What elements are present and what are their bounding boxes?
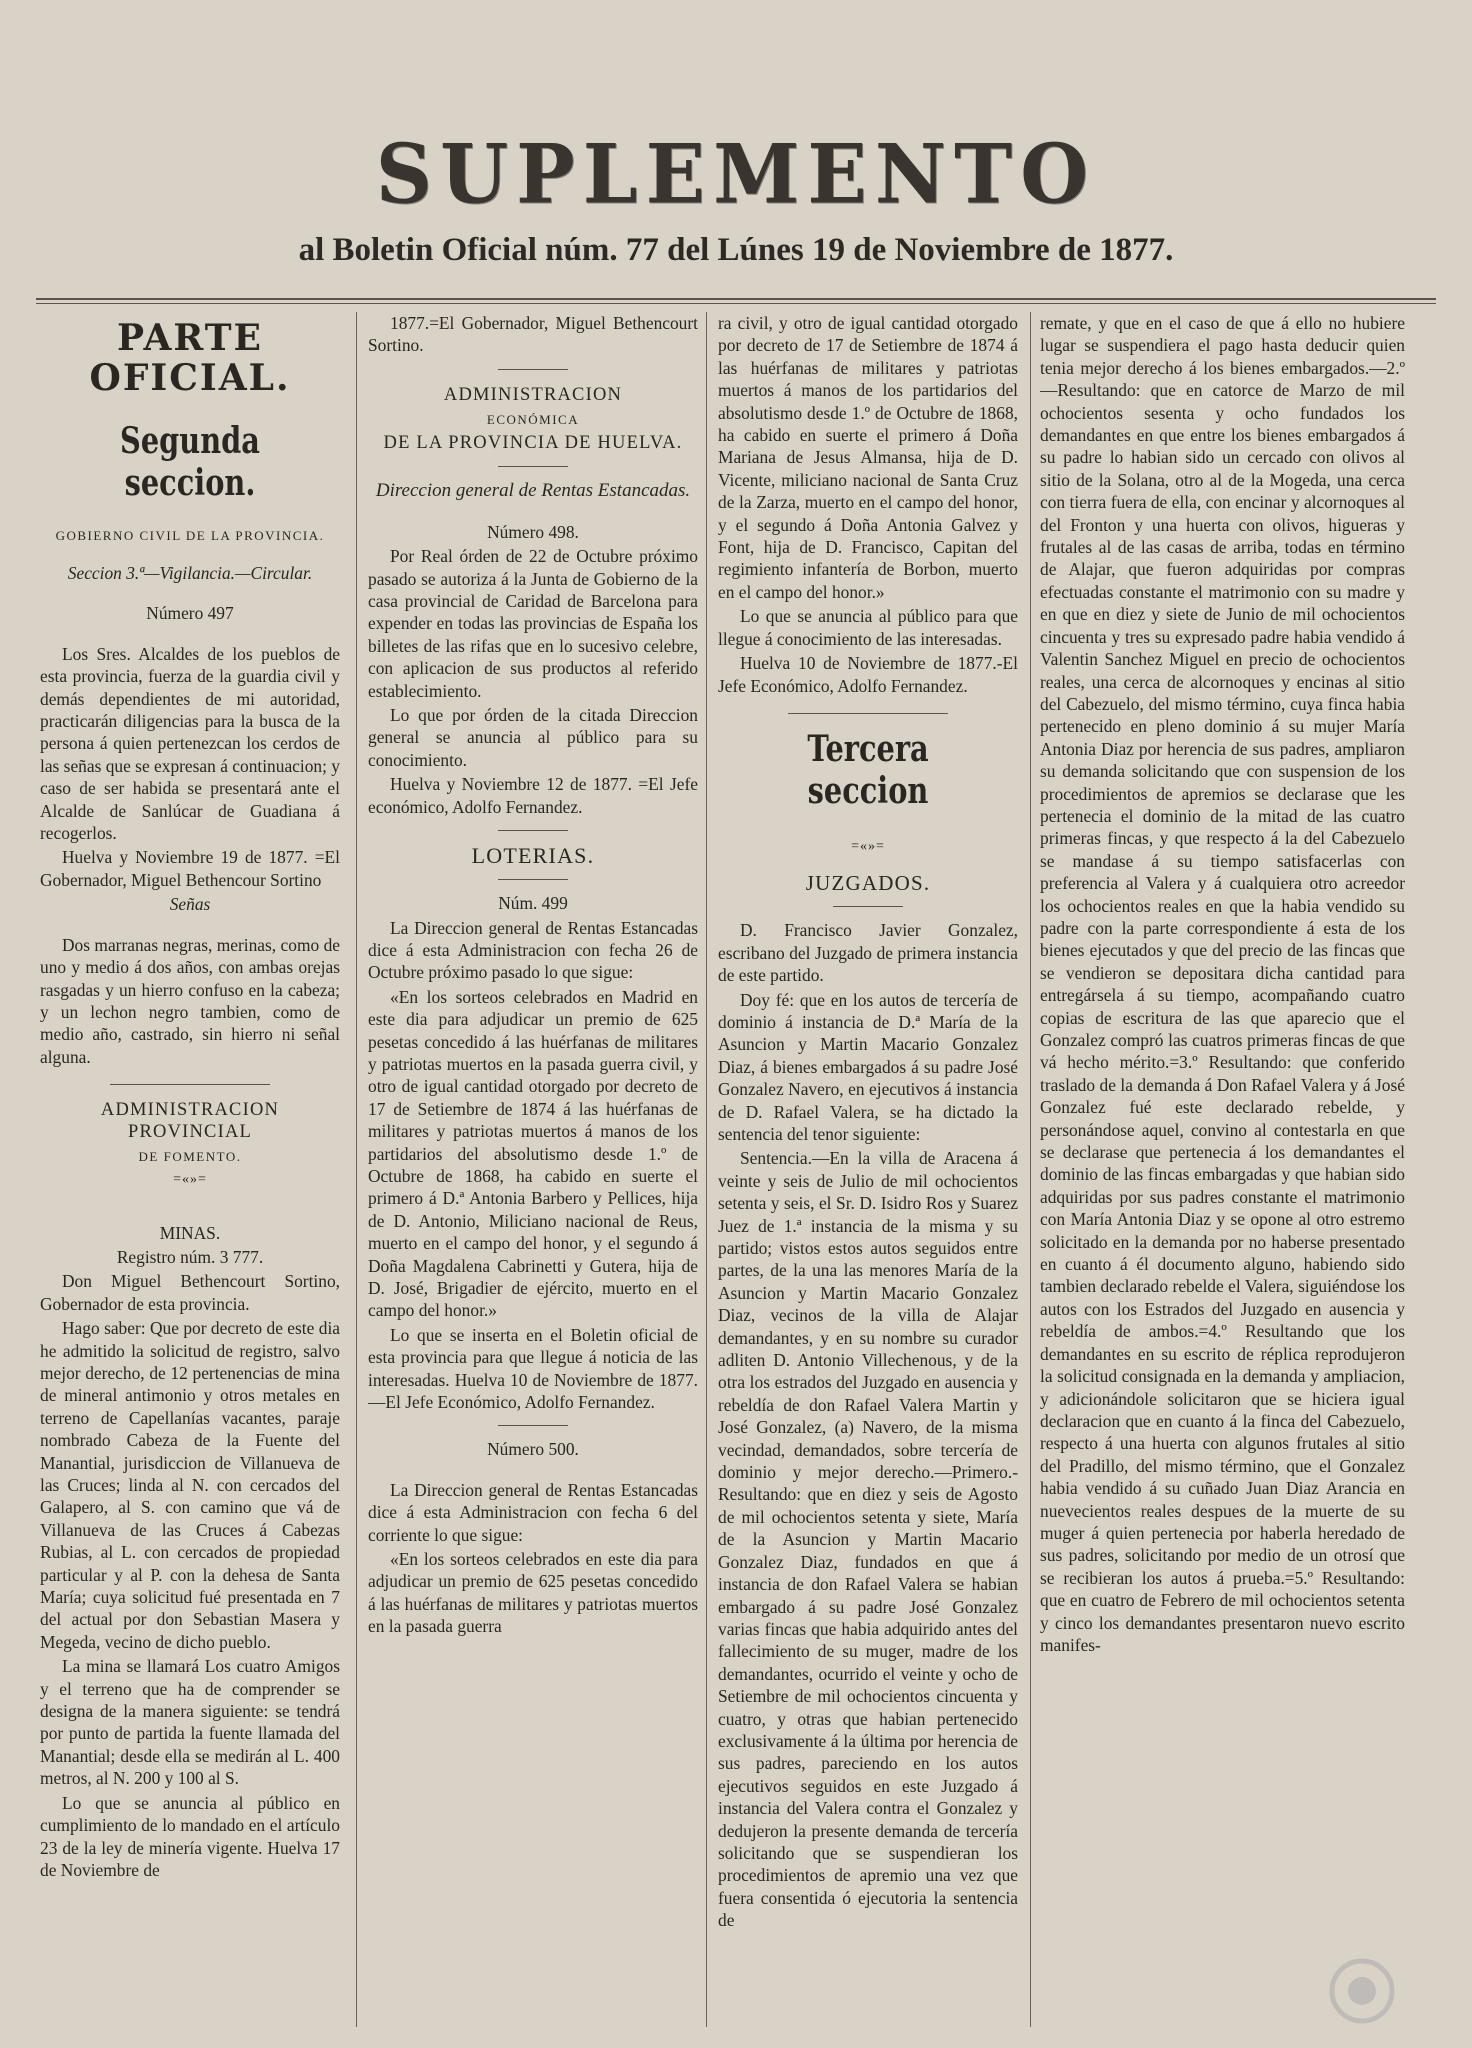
paragraph: Hago saber: Que por decreto de este dia he admitido la solicitud de registro, salvo mejor derecho, de 12 pertenencias de mina de mineral antimonio y otros metales en terreno de Capellanías vacantes, paraje nombrado Cabeza de la Fuente del Manantial, jurisdiccion de Villanueva de las Cruces; linda al N. con cercados del Galapero, al S. con camino que vá de Villanueva de las Cruces á Cabezas Rubias, al L. con cercados de propiedad particular y al P. con la dehesa de Santa María; cuya solicitud fué presentada en 7 del actual por don Sebastian Masera y Megeda, vecino de dicho pueblo.	[40, 1318, 340, 1652]
paragraph: «En los sorteos celebrados en este dia para adjudicar un premio de 625 pesetas concedido á las huérfanas de militares y patriotas muertos en la pasada guerra	[368, 1549, 698, 1637]
masthead-title: SUPLEMENTO	[375, 126, 1097, 223]
masthead-rule-thin	[36, 303, 1436, 304]
divider	[498, 1425, 568, 1426]
subheading-administracion: ADMINISTRACION	[443, 384, 623, 405]
divider	[498, 369, 568, 370]
column-divider	[1030, 312, 1031, 2027]
subheading-de-fomento: DE FOMENTO.	[138, 1149, 242, 1165]
masthead-rule	[36, 298, 1436, 300]
column-2	[368, 312, 698, 2032]
paragraph: Dos marranas negras, merinas, como de uno y medio á dos años, con ambas orejas rasgadas y un hierro confuso en la cabeza; y un lechon negro tambien, como de medio año, castrado, sin hierro ni señal alguna.	[40, 934, 340, 1067]
registro-number: Registro núm. 3 777.	[116, 1246, 264, 1267]
paragraph: Lo que se inserta en el Boletin oficial de esta provincia para que llegue á noticia de las interesadas. Huelva 10 de Noviembre de 1877. —El Jefe Económico, Adolfo Fernandez.	[368, 1324, 698, 1413]
section-heading-segunda: Segunda seccion.	[120, 420, 260, 504]
notice-number: Número 498.	[487, 521, 579, 542]
paragraph: Los Sres. Alcaldes de los pueblos de esta provincia, fuerza de la guardia civil y demás dependientes de mi autoridad, practicarán diligencias para la busca de la persona á quien pertenezcan los cerdos de las señas que se expresan á continuacion; y caso de ser habida se presentará ante el Alcalde de Sanlúcar de Guadiana á recogerlos.	[40, 643, 340, 844]
column-1	[40, 312, 340, 2032]
masthead-subtitle: al Boletin Oficial núm. 77 del Lúnes 19 de Noviembre de 1877.	[298, 232, 1174, 268]
paragraph: remate, y que en el caso de que á ello no hubiere lugar se suspendiera el pago hasta deducir quien tenia mejor derecho á los bienes embargados.—2.º—Resultando: que en catorce de Marzo de mil ochocientos sesenta y ocho fundados los demandantes en que entre los bienes embargados á su padre lo habian sido un cercado con olivos al sitio de la Solana, otro al de la Mogeda, una cerca con tierra fuera de ella, con encinar y alcornoques al del Fronton y una huerta con olivos, higueras y frutales al de las casas de arriba, todas en término de Alajar, que fueron adquiridas por compras efectuadas constante el matrimonio con su madre y en que en diez y siete de Junio de mil ochocientos cincuenta y tres su expresado padre habia vendido á Valentin Sanchez Miguel en precio de ochocientos reales, una cerca de alcornoques y encinas al sitio del Cabezuelo, del mismo término, cuya finca habia pertenecido en pleno dominio á su mujer María Antonia Diaz por herencia de sus padres, ampliaron su demanda solicitando que con suspension de los procedimientos de apremios se declarase que les pertenecia el dominio de la mitad de las cuatro primeras fincas, y que respecto á la del Cabezuelo se mandase á su tiempo satisfacerlas con preferencia al Valera y á cualquiera otro acreedor los ochocientos reales en que la habia vendido su padre con la parte correspondiente á esta de los bienes ejecutados y que del precio de las fincas que se vendieron se depositara dicha cantidad para entregársela á su tiempo, acompañando cuatro copias de escritura de las que aparecio que el Gonzalez compró las cuatros primeras fincas de que vá hecho mérito.=3.º Resultando: que conferido traslado de la demanda á Don Rafael Valera y á José Gonzalez fué este declarado rebelde, y personándose aquel, convino al contestarla en que se declarase que pertenecia á los demandantes el dominio de las fincas embargadas y que habian sido adquiridas por sus padres constante el matrimonio con María Antonia Diaz y se opone al otro estremo solicitado en la demanda por no haberse presentado en cuanto á él documento alguno, habiendo sido tambien declarado rebelde el Valera, siguiéndose los autos con los Estrados del Juzgado en ausencia y rebeldía de ambos.=4.º Resultando que los demandantes en su escrito de réplica reprodujeron la solicitud consignada en la demanda y ampliacion, y adicionándole solicitaron que se hiciera igual declaracion que en cuanto á la finca del Cabezuelo, respecto á una huerta con algunos frutales al sitio del Pradillo, del mismo término, que el Gonzalez habia vendido á su cuñado Juan Diaz Arancia en nuevecientos reales despues de la muerte de su muger á quien pertenecia por haberla heredado de sus padres, solicitando por medio de un otrosí que se recibieran los autos á prueba.=5.º Resultando: que en cuatro de Febrero de mil ochocientos setenta y cinco los demandantes presentaron nuevo escrito manifes-	[1040, 313, 1405, 1655]
paragraph: Huelva y Noviembre 19 de 1877. =El Gobernador, Miguel Bethencour Sortino	[40, 847, 340, 890]
column-4	[1040, 312, 1405, 2032]
section-heading-parte-oficial: PARTE OFICIAL.	[89, 317, 291, 399]
paragraph: Lo que se anuncia al público en cumplimiento de lo mandado en el artículo 23 de la ley de minería vigente. Huelva 17 de Noviembre de	[40, 1792, 340, 1880]
column-3	[718, 312, 1018, 2032]
paragraph: Don Miguel Bethencourt Sortino, Gobernador de esta provincia.	[40, 1271, 340, 1314]
paragraph: Lo que se anuncia al público para que llegue á conocimiento de las interesadas.	[718, 606, 1018, 649]
paragraph: «En los sorteos celebrados en Madrid en este dia para adjudicar un premio de 625 pesetas concedido á las huérfanas de militares y patriotas muertos en la pasada guerra civil, y otro de igual cantidad otorgado por decreto de 17 de Setiembre de 1874 á las huérfanas de militares y patriotas muertos á manos de los partidarios del absolutismo desde 1.º de Octubre de 1868, ha cabido en suerte el primero á D.ª Antonia Barbero y Pellices, hija de D. Antonio, Miliciano nacional de Reus, muerto en el campo del honor, y el segundo á Doña Magdalena Cabrinetti y Gutera, hija de D. José, Brigadier de ejército, muerto en el campo del honor.»	[368, 986, 698, 1321]
divider	[833, 906, 903, 907]
ornament: =«»=	[851, 838, 885, 854]
paragraph: D. Francisco Javier Gonzalez, escribano del Juzgado de primera instancia de este partido.	[718, 920, 1018, 986]
paragraph: Lo que por órden de la citada Direccion general se anuncia al público para su conocimiento.	[368, 705, 698, 770]
column-divider	[356, 312, 357, 2027]
column-divider	[706, 312, 707, 2027]
subheading-adm-fomento: ADMINISTRACION PROVINCIAL	[100, 1100, 280, 1143]
subheading-juzgados: JUZGADOS.	[805, 871, 931, 896]
notice-number: Número 497	[146, 603, 234, 624]
paragraph: Doy fé: que en los autos de tercería de dominio á instancia de D.ª María de la Asuncion y Martin Macario Gonzalez Diaz, á bienes embargados á su padre José Gonzalez Navero, en ejecutivos á instancia de D. Rafael Valera, se ha dictado la sentencia del tenor siguiente:	[718, 989, 1018, 1144]
divider	[498, 879, 568, 880]
paragraph: La mina se llamará Los cuatro Amigos y el terreno que ha de comprender se designa de la manera siguiente: se tendrá por punto de partida la fuente llamada del Manantial; desde ella se medirán al L. 400 metros, al N. 200 y 100 al S.	[40, 1656, 340, 1789]
paragraph: Huelva y Noviembre 12 de 1877. =El Jefe económico, Adolfo Fernandez.	[368, 774, 698, 817]
ornament: =«»=	[173, 1172, 207, 1188]
subheading-gobierno: GOBIERNO CIVIL DE LA PROVINCIA.	[55, 528, 325, 543]
notice-number: Núm. 499	[498, 893, 568, 914]
section-heading-tercera: Tercera seccion	[807, 727, 929, 812]
subheading-loterias: LOTERIAS.	[471, 843, 595, 869]
paragraph: 1877.=El Gobernador, Miguel Bethencourt Sortino.	[368, 313, 698, 356]
paragraph: La Direccion general de Rentas Estancadas dice á esta Administracion con fecha 6 del corriente lo que sigue:	[368, 1479, 698, 1545]
subheading-minas: MINAS.	[159, 1222, 221, 1243]
paragraph: La Direccion general de Rentas Estancadas dice á esta Administracion con fecha 26 de Octubre próximo pasado lo que sigue:	[368, 917, 698, 983]
paragraph: ra civil, y otro de igual cantidad otorgado por decreto de 17 de Setiembre de 1874 á las huérfanas de militares y patriotas muertos á manos de los partidarios del absolutismo desde 1.º de Octubre de 1868, ha cabido en suerte el primero á Doña Mariana de Jesus Almansa, hija de D. Vicente, miliciano nacional de Santa Cruz de la Zarza, muerto en el campo del honor, y el segundo á Doña Antonia Galvez y Font, hija de D. Francisco, Capitan del regimiento infantería de Borbon, muerto en el campo del honor.»	[718, 313, 1018, 602]
watermark-stamp-icon	[1322, 1956, 1402, 2026]
section-rule	[110, 1084, 270, 1085]
notice-number: Número 500.	[487, 1439, 579, 1460]
divider	[498, 830, 568, 831]
paragraph: Sentencia.—En la villa de Aracena á veinte y seis de Julio de mil ochocientos setenta y seis, el Sr. D. Isidro Ros y Suarez Juez de 1.ª instancia de la misma y su partido; vistos estos autos seguidos entre partes, de la una las menores María de la Asuncion y Martin Macario Gonzalez Diaz, vecinos de la villa de Alajar demandantes, y en su nombre su curador adliten D. Antonio Villechenous, y de la otra los estrados del Juzgado en ausencia y rebeldía de don Rafael Valera Martin y José Gonzalez, (a) Navero, de la misma vecindad, demandados, sobre tercería de dominio y mejor derecho.—Primero.-Resultando: que en diez y seis de Agosto de mil ochocientos setenta y siete, María de la Asuncion y Martin Macario Gonzalez Diaz, fundados en que á instancia de don Rafael Valera se habian embargado á su padre José Gonzalez varias fincas que habia adquirido antes del fallecimiento de su muger, madre de los demandantes, ocurrido el veinte y ocho de Setiembre de mil ochocientos cincuenta y cuatro, y otras que habian pertenecido exclusivamente á la última por herencia de sus padres, pareciendo en los autos ejecutivos seguidos en este Juzgado á instancia del Valera contra el Gonzalez y dedujeron la presente demanda de tercería solicitando que se suspendieran los procedimientos de apremio una vez que fuera consentida ó ejecutoria la sentencia de	[718, 1148, 1018, 1931]
subheading-provincia: DE LA PROVINCIA DE HUELVA.	[383, 432, 683, 453]
subheading-economica: ECONÓMICA	[486, 411, 580, 427]
senas-label: Señas	[169, 894, 211, 915]
divider	[498, 466, 568, 467]
masthead	[0, 126, 1472, 269]
paragraph: Por Real órden de 22 de Octubre próximo pasado se autoriza á la Junta de Gobierno de la casa provincial de Caridad de Barcelona para expender en todas las provincias de España los billetes de las rifas que en lo sucesivo celebre, con aplicacion de sus productos al referido establecimiento.	[368, 546, 698, 701]
subheading-direccion: Direccion general de Rentas Estancadas.	[375, 479, 691, 501]
paragraph: Huelva 10 de Noviembre de 1877.-El Jefe Económico, Adolfo Fernandez.	[718, 653, 1018, 696]
seccion-line: Seccion 3.ª—Vigilancia.—Circular.	[67, 563, 313, 583]
section-rule	[788, 713, 948, 714]
